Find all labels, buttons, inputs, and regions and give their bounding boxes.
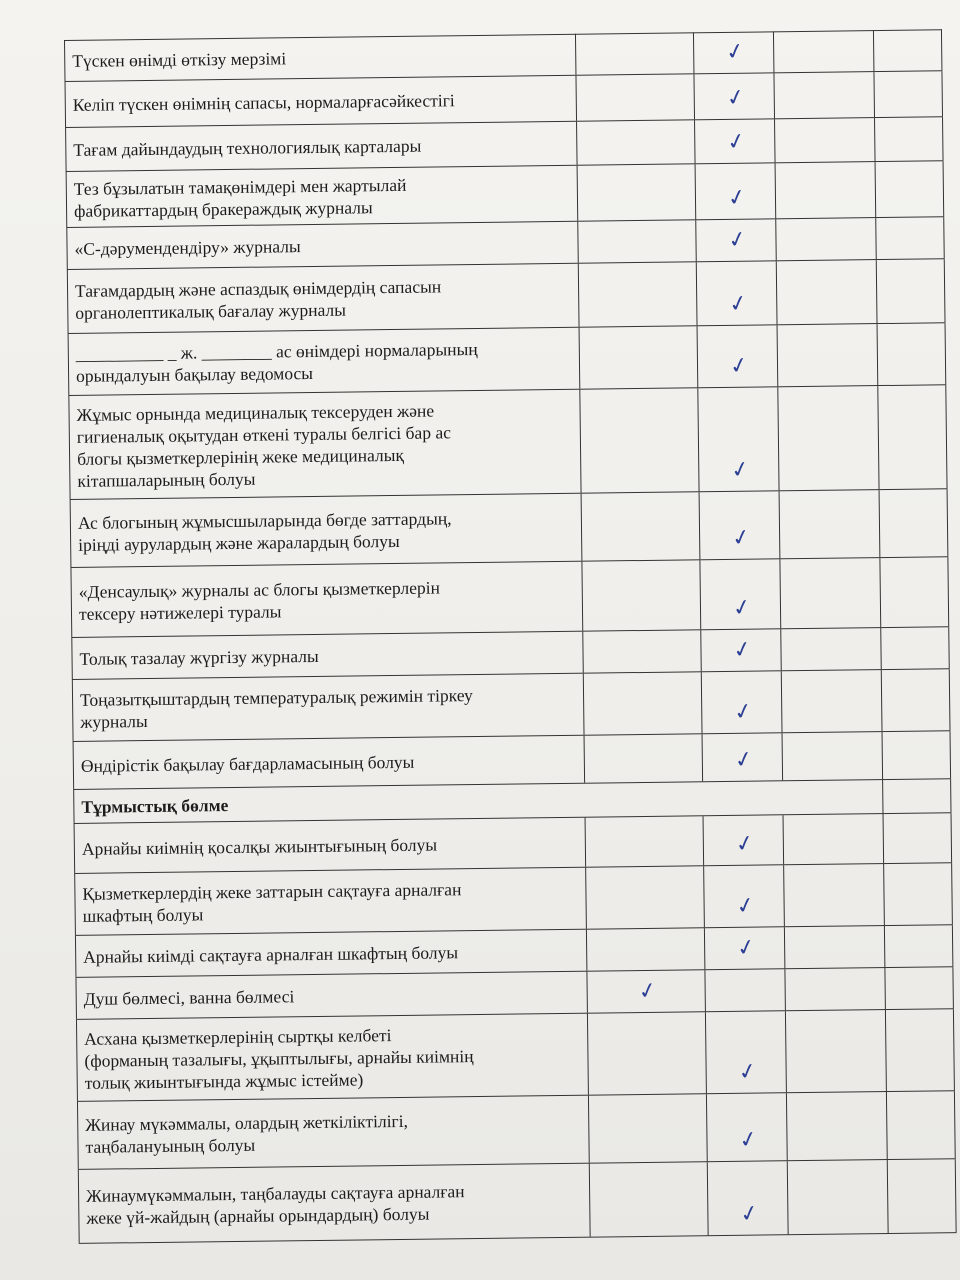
row-label-cell [70,494,583,567]
row-label: Толық тазалау жүргізу журналы [79,645,319,669]
row-label: Қызметкерлердің жеке заттарын сақтауға арналған шкафтың болуы [82,878,462,926]
check-mark-icon: ✓ [729,524,753,553]
status-cell-1 [582,492,701,560]
status-cell-4 [880,489,949,557]
row-label-cell [65,76,578,127]
check-mark-icon: ✓ [736,1126,761,1155]
row-label: Жұмыс орнында медициналық тексеруден және гигиеналық оқытудан өткені туралы белгісі бар ас блогы қызметкерлерінің жеке медициналық кітапшаларының болуы [76,400,452,491]
status-cell-4 [885,925,953,967]
row-label: «С-дәрумендендіру» журналы [74,235,301,259]
row-label: Түскен өнімді өткізу мерзімі [72,47,287,71]
row-label-cell [70,562,583,637]
status-cell-3 [774,72,875,118]
status-cell-1 [576,32,694,74]
section-title: Тұрмыстық бөлме [81,794,229,817]
row-label-cell [68,390,581,499]
status-cell-3 [781,628,881,670]
check-mark-icon: ✓ [734,934,759,963]
row-label: Арнайы киімнің қосалқы жиынтығының болуы [81,834,438,859]
status-cell-3 [776,218,876,260]
table-row [78,1159,957,1244]
status-cell-3 [778,324,879,386]
check-mark-icon: ✓ [734,892,758,921]
status-cell-1 [580,326,699,388]
status-cell-4 [888,1159,957,1233]
status-cell-3 [780,558,881,628]
status-cell-4 [878,323,947,385]
check-mark-icon: ✓ [723,38,748,67]
row-label-cell [75,972,587,1019]
check-mark-icon: ✓ [730,594,754,623]
row-label-cell [73,736,586,789]
row-label: Жинау мүкәммалы, олардың жеткіліктілігі, таңбалануының болуы [85,1110,409,1157]
row-label: Душ бөлмесі, ванна бөлмесі [83,985,295,1009]
status-cell-3 [783,732,884,780]
row-label: Асхана қызметкерлерінің сыртқы келбеті (форманың тазалығы, ұқыптылығы, арнайы киімнің толық жиынтығында жұмыс істеймe) [84,1024,474,1093]
status-cell-4 [887,1091,956,1159]
status-cell-1 [586,866,705,928]
row-label-cell [75,930,587,977]
table-row [77,1091,956,1170]
status-cell-4 [878,385,947,489]
status-cell-1 [578,220,696,262]
status-cell-3 [777,260,878,324]
status-cell-4 [886,1009,955,1091]
status-cell-3 [780,490,881,558]
row-label: «Денсаулық» журналы ас блогы қызметкерлерін тексеру нәтижелері туралы [78,576,440,624]
row-label-cell [74,868,587,935]
row-label-cell [76,1014,589,1101]
table-row [74,863,953,936]
status-cell-1 [588,1012,707,1094]
status-cell-1 [577,120,696,164]
status-cell-4 [874,71,943,117]
row-label: Өндірістік бақылау бағдарламасының болуы [80,751,415,776]
row-label-cell [65,122,577,171]
row-label-cell [78,1164,591,1243]
status-cell-1 [586,816,705,866]
table-row [67,259,946,334]
status-cell-3 [782,670,883,732]
status-cell-3 [778,386,879,490]
table-row [68,323,947,396]
check-mark-icon: ✓ [736,1058,760,1087]
check-mark-icon: ✓ [737,1200,762,1229]
status-cell-4 [877,259,946,323]
check-mark-icon: ✓ [732,746,756,775]
status-cell-4 [884,813,953,863]
status-cell-4 [883,779,951,813]
status-cell-4 [883,731,952,779]
status-cell-4 [882,669,951,731]
status-cell-3 [786,1010,887,1092]
status-cell-1 [582,560,701,630]
table-row [72,669,951,742]
status-cell-4 [875,117,944,161]
status-cell-2 [705,969,785,1011]
check-mark-icon: ✓ [725,226,750,255]
status-cell-1 [578,164,697,220]
status-cell-4 [880,557,949,627]
status-cell-4 [884,863,953,925]
status-cell-3 [785,968,885,1010]
row-label-cell [74,818,587,873]
table-row [70,557,949,638]
status-cell-1 [587,928,705,970]
row-label-cell [66,222,578,269]
check-mark-icon: ✓ [728,456,753,485]
row-label: Жинаумүкәммалын, таңбалауды сақтауға арналған жеке үй-жайдың (арнайы орындардың) болуы [85,1180,465,1228]
status-cell-3 [776,162,877,218]
table-row [76,1009,955,1102]
check-mark-icon: ✓ [726,290,751,319]
status-cell-1 [579,262,698,326]
row-label-cell [67,264,580,333]
status-cell-3 [775,118,876,162]
row-label-cell [64,34,576,81]
check-mark-icon: ✓ [730,636,755,665]
row-label: Тағамдардың және аспаздық өнімдердің сапасын органолептикалық бағалау журналы [74,275,442,323]
check-mark-icon: ✓ [724,128,749,157]
row-label-cell [77,1096,590,1169]
row-label: Тоңазытқыштардың температуралық режимін тіркеу журналы [79,684,473,732]
row-label: Тез бұзылатын тамақөнімдері мен жартылай фабрикаттардың бракераждық журналы [73,174,407,221]
status-cell-3 [784,814,885,864]
row-label-cell [71,632,583,679]
check-mark-icon: ✓ [724,84,748,113]
row-label: Келіп түскен өнімнің сапасы, нормаларғасәйкестігі [72,89,455,115]
status-cell-1 [590,1162,709,1236]
check-mark-icon: ✓ [727,352,751,381]
check-mark-icon: ✓ [731,698,756,727]
table-row [70,489,949,568]
status-cell-3 [787,1092,888,1160]
status-cell-4 [874,29,942,71]
row-label-cell [72,674,585,741]
check-mark-icon: ✓ [733,830,757,859]
row-label: Арнайы киімді сақтауға арналған шкафтың болуы [83,941,459,967]
status-cell-3 [785,926,885,968]
table-row [68,385,947,500]
status-cell-1 [589,1094,708,1162]
status-cell-3 [784,864,885,926]
status-cell-3 [788,1160,889,1234]
status-cell-3 [774,30,874,72]
status-cell-4 [876,161,945,217]
status-cell-4 [876,217,944,259]
status-cell-1 [584,672,703,734]
check-mark-icon: ✓ [636,977,660,1006]
row-label: Тағам дайындаудың технологиялық карталары [73,135,422,160]
status-cell-1 [576,74,695,120]
row-label: Ас блогының жұмысшыларында бөгде заттардың, іріңді аурулардың және жаралардың болуы [77,507,452,555]
row-label-cell [66,166,579,227]
status-cell-4 [881,627,949,669]
row-label-cell [68,328,581,395]
status-cell-1 [583,630,701,672]
status-cell-1 [585,734,704,782]
row-label: __________ _ ж. ________ ас өнімдері нормаларының орындалуын бақылау ведомосы [75,338,478,386]
status-cell-1 [580,388,699,492]
status-cell-4 [885,967,953,1009]
check-mark-icon: ✓ [725,184,749,213]
checklist-table [64,29,957,1246]
